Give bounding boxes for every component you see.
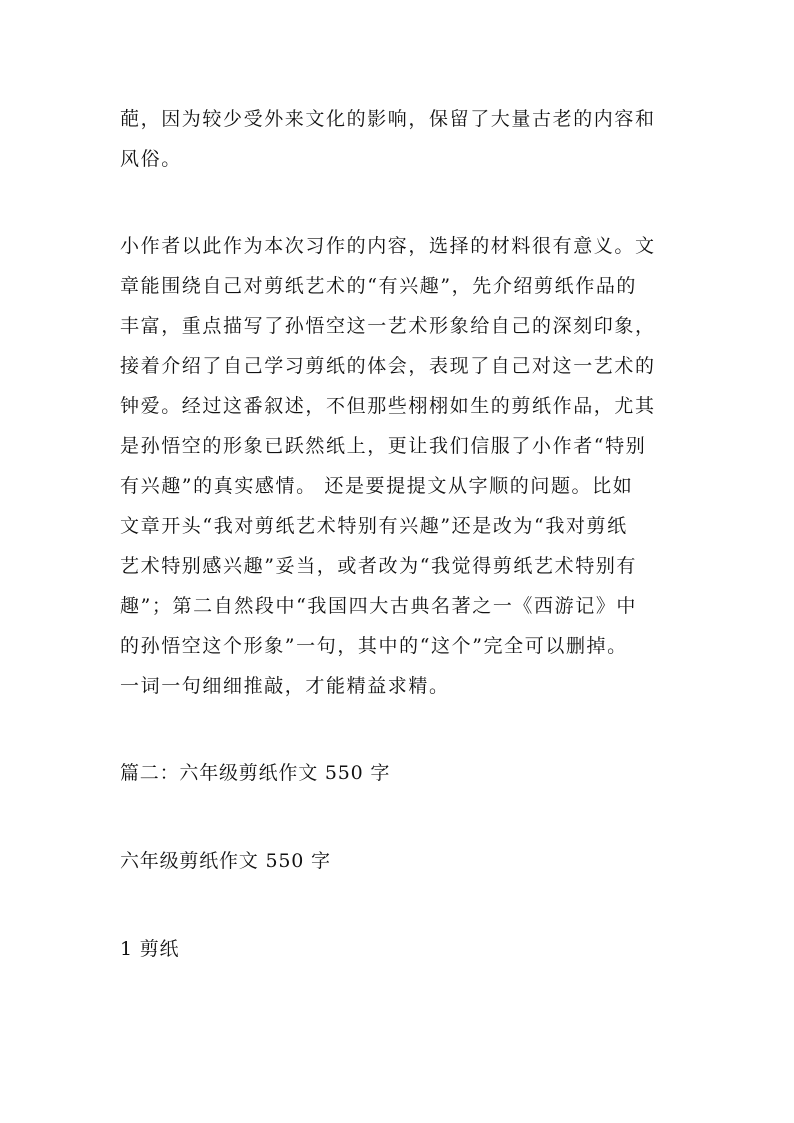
paragraph2-line-12: 一词一句细细推敲，才能精益求精。 [120, 675, 450, 697]
paragraph2-line-10: 趣”；第二自然段中“我国四大古典名著之一《西游记》中 [120, 595, 638, 617]
paragraph1-line-2: 风俗。 [120, 148, 182, 170]
paragraph2-line-6: 是孙悟空的形象已跃然纸上，更让我们信服了小作者“特别 [120, 435, 647, 457]
paragraph1-line-1: 葩，因为较少受外来文化的影响，保留了大量古老的内容和 [120, 108, 656, 130]
paragraph2-line-3: 丰富，重点描写了孙悟空这一艺术形象给自己的深刻印象， [120, 315, 656, 337]
paragraph2-line-1: 小作者以此作为本次习作的内容，选择的材料很有意义。文 [120, 235, 656, 257]
subtitle: 六年级剪纸作文 550 字 [120, 850, 331, 872]
section-title: 篇二：六年级剪纸作文 550 字 [120, 762, 391, 784]
item-heading: 1 剪纸 [120, 938, 180, 960]
paragraph2-line-9: 艺术特别感兴趣”妥当，或者改为“我觉得剪纸艺术特别有 [120, 555, 638, 577]
paragraph2-line-4: 接着介绍了自己学习剪纸的体会，表现了自己对这一艺术的 [120, 355, 656, 377]
paragraph2-line-11: 的孙悟空这个形象”一句，其中的“这个”完全可以删掉。 [120, 635, 628, 657]
paragraph2-line-8: 文章开头“我对剪纸艺术特别有兴趣”还是改为“我对剪纸 [120, 515, 628, 537]
paragraph2-line-2: 章能围绕自己对剪纸艺术的“有兴趣”，先介绍剪纸作品的 [120, 275, 638, 297]
paragraph2-line-5: 钟爱。经过这番叙述，不但那些栩栩如生的剪纸作品，尤其 [120, 395, 656, 417]
paragraph2-line-7: 有兴趣”的真实感情。 还是要提提文从字顺的问题。比如 [120, 475, 634, 497]
